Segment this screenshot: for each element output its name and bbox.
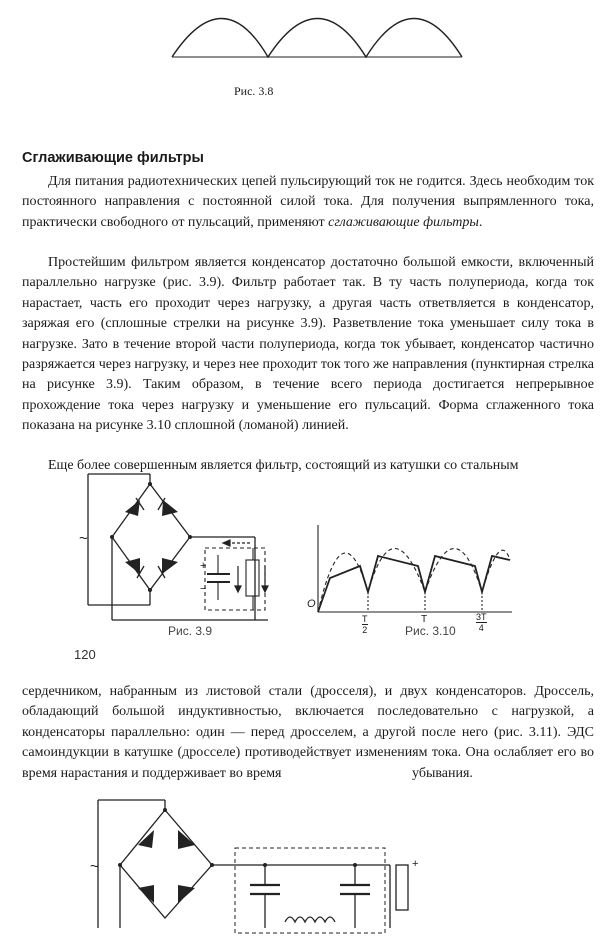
paragraph-4-end: убывания. [412, 766, 473, 781]
tick-label-t: T [421, 614, 428, 625]
diode-3-11-2 [178, 830, 195, 849]
tick-label-3t-den: 4 [476, 622, 487, 633]
junction-dot [118, 863, 122, 867]
paragraph-1-end: . [478, 214, 483, 230]
choke-coil [285, 917, 335, 922]
page-number: 120 [74, 647, 96, 662]
figure-3-8-caption: Рис. 3.8 [234, 84, 274, 98]
capacitor-plus-label: + [200, 560, 207, 572]
junction-dot [210, 863, 214, 867]
paragraph-3-text: Еще более совершенным является фильтр, состоящий из катушки со стальным [48, 458, 519, 473]
figure-3-9-caption: Рис. 3.9 [168, 624, 213, 638]
graph-origin-label: O [307, 598, 316, 610]
junction-dot [353, 863, 357, 867]
filter-box-3-11 [235, 848, 385, 933]
diode-3-11-3 [138, 885, 154, 903]
ac-source-symbol: ~ [79, 530, 88, 547]
tick-label-t-half-num: T [362, 614, 368, 624]
diode-3-11-4 [178, 885, 195, 903]
load-resistor-3-11 [396, 865, 408, 910]
paragraph-1-emphasis: сглаживающие фильтры [328, 214, 479, 230]
figure-3-10-caption: Рис. 3.10 [405, 624, 456, 638]
capacitor-minus-label: − [200, 583, 207, 595]
ac-source-symbol-3-11: ~ [90, 858, 99, 875]
tick-label-3t-num: 3T [476, 612, 487, 622]
paragraph-4-text: сердечником, набранным из листовой стали (дросселя), и двух конденсаторов. Дроссель, обладающий большой индуктивностью, включается последовательно с нагрузкой, а конденсаторы параллельно: один — перед дросселем, а другой после него (рис. 3.11). ЭДС самоиндукции в катушке (дросселе) противодействует изменениям тока. Она ослабляет его во время нарастания и поддерживает во время [22, 684, 594, 781]
junction-dot [263, 863, 267, 867]
section-heading: Сглаживающие фильтры [22, 150, 204, 166]
tick-label-t-half-den: 2 [362, 625, 368, 635]
bridge-3-11 [120, 810, 212, 918]
paragraph-2-text: Простейшим фильтром является конденсатор достаточно большой емкости, включенный параллельно нагрузке (рис. 3.9). Фильтр работает так. В ту часть полупериода, когда ток нарастает, часть его проходит через нагрузку, а другая часть ответвляется в конденсатор, заряжая его (сплошные стрелки на рисунке 3.9). Разветвление тока уменьшает силу тока в нагрузке. Зато в течение второй части полупериода, когда ток убывает, конденсатор частично разряжается через нагрузку, и через нее проходит ток того же направления (пунктирная стрелка на рисунке 3.9). Таким образом, в течение всего периода достигается непрерывное прохождение тока через нагрузку и уменьшение его пульсаций. Форма сглаженного тока показана на рисунке 3.10 сплошной (ломаной) линией. [22, 255, 594, 434]
load-plus-label: + [412, 858, 419, 870]
junction-dot [163, 808, 167, 812]
paragraph-1-text: Для питания радиотехнических цепей пульсирующий ток не годится. Здесь необходим ток постоянного направления с постоянной силой тока. Для получения выпрямленного тока, практически свободного от пульсаций, применяют [22, 174, 594, 230]
